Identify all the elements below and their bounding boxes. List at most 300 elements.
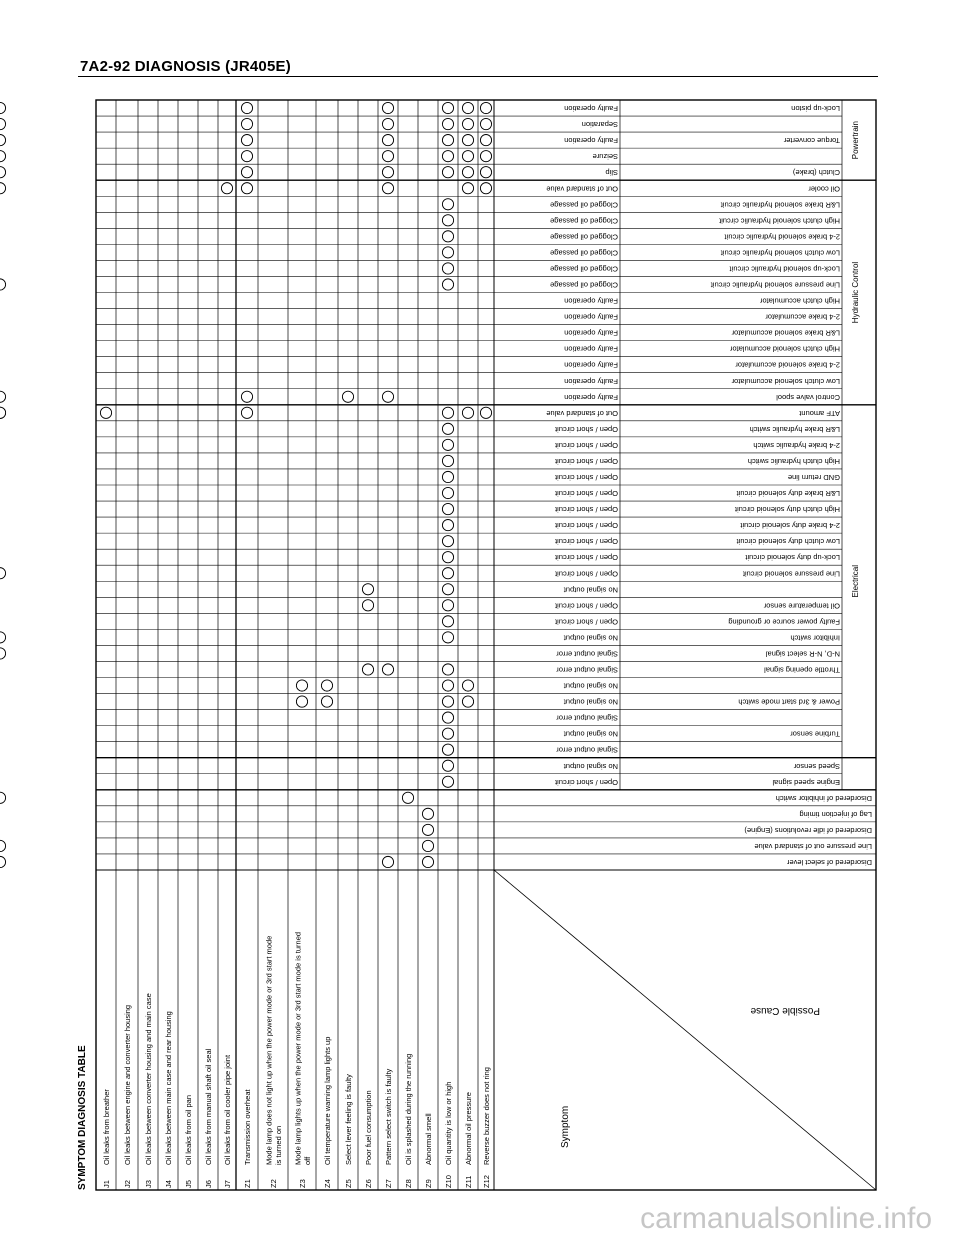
symptom-text: is turned on <box>274 1125 283 1165</box>
cause-item: Throttle opening signal <box>764 665 840 675</box>
symptom-row <box>294 932 313 1188</box>
cause-row <box>554 489 840 498</box>
symptom-row <box>265 936 284 1188</box>
mark-circle <box>480 407 491 418</box>
cause-condition: Faulty operation <box>564 312 618 322</box>
cause-condition: Out of standard value <box>546 184 618 194</box>
cause-row <box>564 313 840 322</box>
cause-condition: No signal output <box>563 681 618 691</box>
cause-row <box>554 457 840 466</box>
cause-row <box>554 537 840 546</box>
cause-condition: Clogged oil passage <box>550 248 618 258</box>
symptom-row <box>223 1054 232 1188</box>
symptom-text: Oil leaks from oil pan <box>184 1094 193 1165</box>
cause-row <box>563 585 618 594</box>
mark-circle <box>442 696 453 707</box>
cause-row <box>554 617 840 626</box>
cause-item: High clutch solenoid accumulator <box>729 344 840 354</box>
cause-condition: Out of standard value <box>546 408 618 418</box>
symptom-rows <box>102 932 491 1188</box>
symptom-row <box>482 1067 491 1188</box>
cause-item: Control valve spool <box>776 392 840 402</box>
mark-circle <box>442 520 453 531</box>
symptom-text: Oil is splashed during the running <box>404 1053 413 1165</box>
mark-circle <box>442 487 453 498</box>
cause-item: L&R brake solenoid hydraulic circuit <box>720 200 840 210</box>
symptom-text: off <box>303 1156 312 1165</box>
table-border <box>96 100 876 1190</box>
cause-item: Disordered of inhibitor switch <box>775 793 872 803</box>
symptom-code: J5 <box>184 1180 193 1188</box>
page-header: 7A2-92 DIAGNOSIS (JR405E) <box>80 58 291 75</box>
symptom-row <box>364 1090 373 1188</box>
symptom-row <box>204 1048 213 1188</box>
symptom-text: Abnormal oil pressure <box>464 1092 473 1165</box>
mark-circle <box>442 536 453 547</box>
cause-row <box>550 216 840 225</box>
symptom-code: Z4 <box>323 1179 332 1188</box>
cause-condition: Faulty operation <box>564 392 618 402</box>
cause-item: High clutch hydraulic switch <box>747 456 840 466</box>
cause-condition: Open / short circuit <box>555 617 618 627</box>
mark-circle <box>442 231 453 242</box>
symptom-text: Transmission overheat <box>243 1089 252 1165</box>
cause-condition: Clogged oil passage <box>550 280 618 290</box>
mark-circle <box>462 407 473 418</box>
cause-condition: Clogged oil passage <box>550 216 618 226</box>
mark-circle <box>362 664 373 675</box>
mark-circle <box>442 279 453 290</box>
cause-item: Lock-up duty solenoid circuit <box>745 553 840 563</box>
mark-circle <box>382 856 393 867</box>
cause-row <box>564 329 840 338</box>
mark-circle <box>100 407 111 418</box>
mark-circle <box>0 632 6 643</box>
mark-circle <box>382 118 393 129</box>
cause-condition: Open / short circuit <box>555 777 618 787</box>
mark-circle <box>0 568 6 579</box>
symptom-code: Z10 <box>444 1175 453 1188</box>
mark-circle <box>442 135 453 146</box>
cause-condition: Faulty operation <box>564 136 618 146</box>
symptom-text: Pattern select switch is faulty <box>384 1068 393 1165</box>
symptom-row <box>164 1011 173 1188</box>
mark-circle <box>0 183 6 194</box>
mark-circle <box>480 135 491 146</box>
cause-row <box>564 345 840 354</box>
cause-row <box>556 665 840 674</box>
mark-circle <box>462 696 473 707</box>
cause-row <box>550 280 840 289</box>
mark-circle <box>442 199 453 210</box>
cause-row <box>556 746 618 755</box>
cause-item: Lag of injection timing <box>799 809 872 819</box>
cause-condition: Open / short circuit <box>555 424 618 434</box>
cause-item: Oil cooler <box>808 184 840 194</box>
symptom-code: J3 <box>144 1180 153 1188</box>
cause-row <box>564 377 840 386</box>
cause-row <box>554 473 840 482</box>
cause-item: High clutch duty solenoid circuit <box>734 505 840 515</box>
cause-row <box>786 858 872 867</box>
cause-condition: Signal output error <box>556 665 618 675</box>
cause-row <box>582 120 618 129</box>
mark-circle <box>442 744 453 755</box>
cause-item: 2-4 brake solenoid hydraulic circuit <box>724 232 840 242</box>
cause-row <box>744 826 872 835</box>
mark-circle <box>0 407 6 418</box>
cause-item: Turbine sensor <box>790 729 840 739</box>
symptom-code: Z6 <box>364 1179 373 1188</box>
cause-row <box>564 136 840 145</box>
mark-circle <box>462 680 473 691</box>
cause-row <box>550 264 840 273</box>
cause-item: Lock-up piston <box>791 104 840 114</box>
cause-condition: Open / short circuit <box>555 553 618 563</box>
mark-circle <box>0 840 6 851</box>
symptom-text: Select lever feeling is faulty <box>344 1074 353 1165</box>
cause-row <box>563 682 618 691</box>
symptom-code: Z8 <box>404 1179 413 1188</box>
cause-item: Line pressure solenoid hydraulic circuit <box>710 280 840 290</box>
cause-condition: Faulty operation <box>564 344 618 354</box>
symptom-code: Z2 <box>269 1179 278 1188</box>
cause-row <box>563 633 840 642</box>
mark-circle <box>442 760 453 771</box>
mark-circle <box>382 135 393 146</box>
mark-circle <box>442 600 453 611</box>
cause-row <box>556 714 618 723</box>
cause-item: Low clutch duty solenoid circuit <box>736 537 840 547</box>
cause-item: GND return line <box>787 472 840 482</box>
cause-condition: No signal output <box>563 585 618 595</box>
cause-condition: Clogged oil passage <box>550 264 618 274</box>
cause-condition: Faulty operation <box>564 328 618 338</box>
symptom-row <box>102 1089 111 1188</box>
cause-condition: No signal output <box>563 729 618 739</box>
cause-condition: Separation <box>581 120 618 130</box>
mark-circle <box>382 391 393 402</box>
mark-circle <box>241 118 252 129</box>
symptom-code: J4 <box>164 1180 173 1188</box>
mark-circle <box>462 183 473 194</box>
cause-row <box>554 778 840 787</box>
mark-circle <box>442 680 453 691</box>
cause-condition: Signal output error <box>556 713 618 723</box>
mark-circle <box>382 664 393 675</box>
mark-circle <box>442 712 453 723</box>
mark-circle <box>442 263 453 274</box>
cause-item: Torque converter <box>783 136 840 146</box>
mark-circle <box>342 391 353 402</box>
possible-cause-label: Possible Cause <box>750 1005 820 1016</box>
cause-condition: No signal output <box>563 633 618 643</box>
mark-circle <box>442 632 453 643</box>
mark-circle <box>462 151 473 162</box>
mark-circle <box>382 102 393 113</box>
mark-circle <box>0 151 6 162</box>
symptom-code: J2 <box>123 1180 132 1188</box>
mark-circle <box>442 102 453 113</box>
cause-item: Disordered of select lever <box>786 857 872 867</box>
cause-condition: Seizure <box>592 152 618 162</box>
mark-circle <box>462 118 473 129</box>
mark-circle <box>382 167 393 178</box>
cause-row <box>550 248 840 257</box>
cause-item: Oil temperature sensor <box>763 601 840 611</box>
cause-row <box>554 521 840 530</box>
symptom-text: Abnormal smell <box>424 1113 433 1165</box>
symptom-label: Symptom <box>560 1105 571 1148</box>
cause-condition: Open / short circuit <box>555 537 618 547</box>
mark-circle <box>442 616 453 627</box>
symptom-text: Oil leaks from breather <box>102 1089 111 1165</box>
symptom-text: Oil leaks between engine and converter housing <box>123 1004 132 1165</box>
cause-condition: Open / short circuit <box>555 456 618 466</box>
cause-condition: Clogged oil passage <box>550 200 618 210</box>
mark-circle <box>442 247 453 258</box>
cause-condition: Open / short circuit <box>555 472 618 482</box>
symptom-row <box>384 1068 393 1188</box>
cause-row <box>799 810 872 819</box>
symptom-code: Z5 <box>344 1179 353 1188</box>
symptom-text: Mode lamp lights up when the power mode or 3rd start mode is turned <box>293 931 303 1165</box>
cause-row <box>556 649 840 658</box>
cause-item: L&R brake hydraulic switch <box>749 424 840 434</box>
cause-condition: Open / short circuit <box>555 521 618 531</box>
mark-circle <box>362 600 373 611</box>
cause-item: 2-4 brake solenoid accumulator <box>735 360 840 370</box>
mark-circle <box>462 102 473 113</box>
mark-circle <box>442 584 453 595</box>
mark-circle <box>0 856 6 867</box>
cause-row <box>550 232 840 241</box>
symptom-text: Oil leaks from oil cooler pipe joint <box>223 1054 232 1165</box>
cause-item: Speed sensor <box>793 761 840 771</box>
symptom-code: Z3 <box>298 1179 307 1188</box>
cause-row <box>554 441 840 450</box>
cause-row <box>554 569 840 578</box>
cause-item: Line pressure out of standard value <box>754 841 872 851</box>
mark-circle <box>221 183 232 194</box>
mark-circle <box>442 503 453 514</box>
mark-circle <box>422 840 433 851</box>
cause-row <box>554 553 840 562</box>
cause-row <box>593 152 618 161</box>
mark-circle <box>241 407 252 418</box>
cause-rows <box>546 104 872 867</box>
cause-row <box>564 393 840 402</box>
cause-condition: Signal output error <box>556 745 618 755</box>
mark-circle <box>0 792 6 803</box>
mark-circle <box>296 696 307 707</box>
mark-circle <box>442 568 453 579</box>
cause-item: L&R brake duty solenoid circuit <box>736 489 840 499</box>
mark-circle <box>442 439 453 450</box>
cause-row <box>776 794 872 803</box>
symptom-code: J6 <box>204 1180 213 1188</box>
mark-circle <box>442 407 453 418</box>
group-label: Hydraulic Control <box>851 261 861 324</box>
mark-circle <box>442 455 453 466</box>
cause-condition: Clogged oil passage <box>550 232 618 242</box>
mark-circle <box>321 680 332 691</box>
mark-circle <box>480 167 491 178</box>
mark-circle <box>480 102 491 113</box>
cause-item: 2-4 brake accumulator <box>765 312 840 322</box>
symptom-text: Oil leaks between main case and rear housing <box>164 1011 173 1165</box>
symptom-code: Z7 <box>384 1179 393 1188</box>
cause-item: Faulty power source or grounding <box>728 617 840 627</box>
mark-circle <box>462 167 473 178</box>
symptom-row <box>323 1037 332 1188</box>
mark-circle <box>0 167 6 178</box>
mark-circle <box>0 391 6 402</box>
cause-condition: Signal output error <box>556 649 618 659</box>
mark-circle <box>462 135 473 146</box>
mark-circle <box>422 856 433 867</box>
cause-row <box>554 425 840 434</box>
symptom-row <box>144 993 153 1188</box>
group-label: Electrical <box>851 565 861 598</box>
table-title: SYMPTOM DIAGNOSIS TABLE <box>77 1045 88 1190</box>
symptom-code: Z11 <box>464 1175 473 1188</box>
mark-circle <box>382 151 393 162</box>
symptom-text: Mode lamp does not light up when the power mode or 3rd start mode <box>264 935 274 1165</box>
cause-condition: Faulty operation <box>564 104 618 114</box>
grid-lines <box>96 100 876 1190</box>
symptom-text: Oil leaks between converter housing and main case <box>144 993 153 1165</box>
mark-circle <box>442 151 453 162</box>
cause-condition: Slip <box>605 168 618 178</box>
cause-item: Low clutch solenoid accumulator <box>731 376 840 386</box>
mark-circle <box>241 167 252 178</box>
symptom-row <box>404 1054 413 1188</box>
cause-condition: No signal output <box>563 761 618 771</box>
mark-circle <box>442 215 453 226</box>
cause-item: N-D, N-R select signal <box>765 649 840 659</box>
symptom-text: Oil quantity is low or high <box>444 1081 453 1165</box>
cause-row <box>563 730 840 739</box>
mark-circle <box>0 102 6 113</box>
mark-circle <box>382 183 393 194</box>
mark-circle <box>362 584 373 595</box>
cause-condition: Open / short circuit <box>555 489 618 499</box>
cause-row <box>563 762 840 771</box>
cause-row <box>550 200 840 209</box>
mark-circle <box>0 135 6 146</box>
cause-row <box>546 184 840 193</box>
mark-circle <box>442 118 453 129</box>
cause-condition: Open / short circuit <box>555 569 618 579</box>
symptom-code: Z1 <box>243 1179 252 1188</box>
mark-circle <box>0 118 6 129</box>
cause-item: Clutch (brake) <box>792 168 840 178</box>
cause-item: Disordered of idle revolutions (Engine) <box>744 825 872 835</box>
cause-condition: Open / short circuit <box>555 601 618 611</box>
symptom-code: J1 <box>102 1180 111 1188</box>
mark-circle <box>0 279 6 290</box>
cause-item: L&R brake solenoid accumulator <box>731 328 840 338</box>
cause-condition: Faulty operation <box>564 296 618 306</box>
cause-row <box>564 104 840 113</box>
cause-item: Power & 3rd start mode switch <box>738 697 840 707</box>
symptom-code: Z9 <box>424 1179 433 1188</box>
cause-item: Line pressure solenoid circuit <box>742 569 840 579</box>
symptom-row <box>344 1074 353 1188</box>
symptom-row <box>464 1092 473 1188</box>
mark-circle <box>241 135 252 146</box>
symptom-row <box>123 1005 132 1188</box>
cause-item: ATF amount <box>799 408 840 418</box>
cause-item: Lock-up solenoid hydraulic circuit <box>729 264 840 274</box>
mark-circle <box>442 776 453 787</box>
group-label: Powertrain <box>851 120 861 160</box>
cause-condition: Open / short circuit <box>555 440 618 450</box>
mark-circle <box>480 183 491 194</box>
mark-circle <box>422 824 433 835</box>
symptom-code: Z12 <box>482 1175 491 1188</box>
cause-item: High clutch accumulator <box>759 296 840 306</box>
cause-item: Low clutch solenoid hydraulic circuit <box>720 248 840 258</box>
cause-row <box>546 409 840 418</box>
cause-groups <box>851 121 860 597</box>
cause-condition: No signal output <box>563 697 618 707</box>
mark-circle <box>296 680 307 691</box>
mark-circle <box>241 391 252 402</box>
corner-diagonal <box>494 870 876 1190</box>
mark-circle <box>442 664 453 675</box>
mark-circle <box>442 167 453 178</box>
symptom-code: J7 <box>223 1180 232 1188</box>
mark-circle <box>442 471 453 482</box>
cause-item: Engine speed signal <box>772 777 840 787</box>
cause-condition: Open / short circuit <box>555 505 618 515</box>
cause-item: 2-4 brake hydraulic switch <box>753 440 840 450</box>
mark-circle <box>480 151 491 162</box>
cause-row <box>563 698 840 707</box>
cause-condition: Faulty operation <box>564 360 618 370</box>
symptom-text: Poor fuel consumption <box>364 1090 373 1165</box>
mark-circle <box>241 183 252 194</box>
symptom-row <box>184 1095 193 1188</box>
mark-circle <box>402 792 413 803</box>
mark-circle <box>480 118 491 129</box>
cause-item: High clutch solenoid hydraulic circuit <box>719 216 840 226</box>
watermark: carmanualsonline.info <box>640 1202 932 1235</box>
symptom-row <box>424 1113 433 1188</box>
cause-item: 2-4 brake duty solenoid circuit <box>740 521 840 531</box>
mark-circle <box>321 696 332 707</box>
symptom-row <box>243 1088 252 1188</box>
symptom-text: Reverse buzzer does not ring <box>482 1067 491 1165</box>
mark-circle <box>442 423 453 434</box>
mark-circle <box>241 151 252 162</box>
cause-row <box>554 601 840 610</box>
symptom-text: Oil leaks from manual shaft oil seal <box>204 1048 213 1165</box>
symptom-text: Oil temperature warning lamp lights up <box>323 1036 332 1165</box>
mark-circle <box>442 552 453 563</box>
mark-circle <box>241 102 252 113</box>
mark-circle <box>442 728 453 739</box>
cause-row <box>605 168 840 177</box>
symptom-row <box>444 1082 453 1188</box>
cause-row <box>754 842 872 851</box>
cause-row <box>564 361 840 370</box>
cause-row <box>564 297 840 306</box>
cause-item: Inhibitor switch <box>790 633 840 643</box>
mark-circle <box>0 648 6 659</box>
